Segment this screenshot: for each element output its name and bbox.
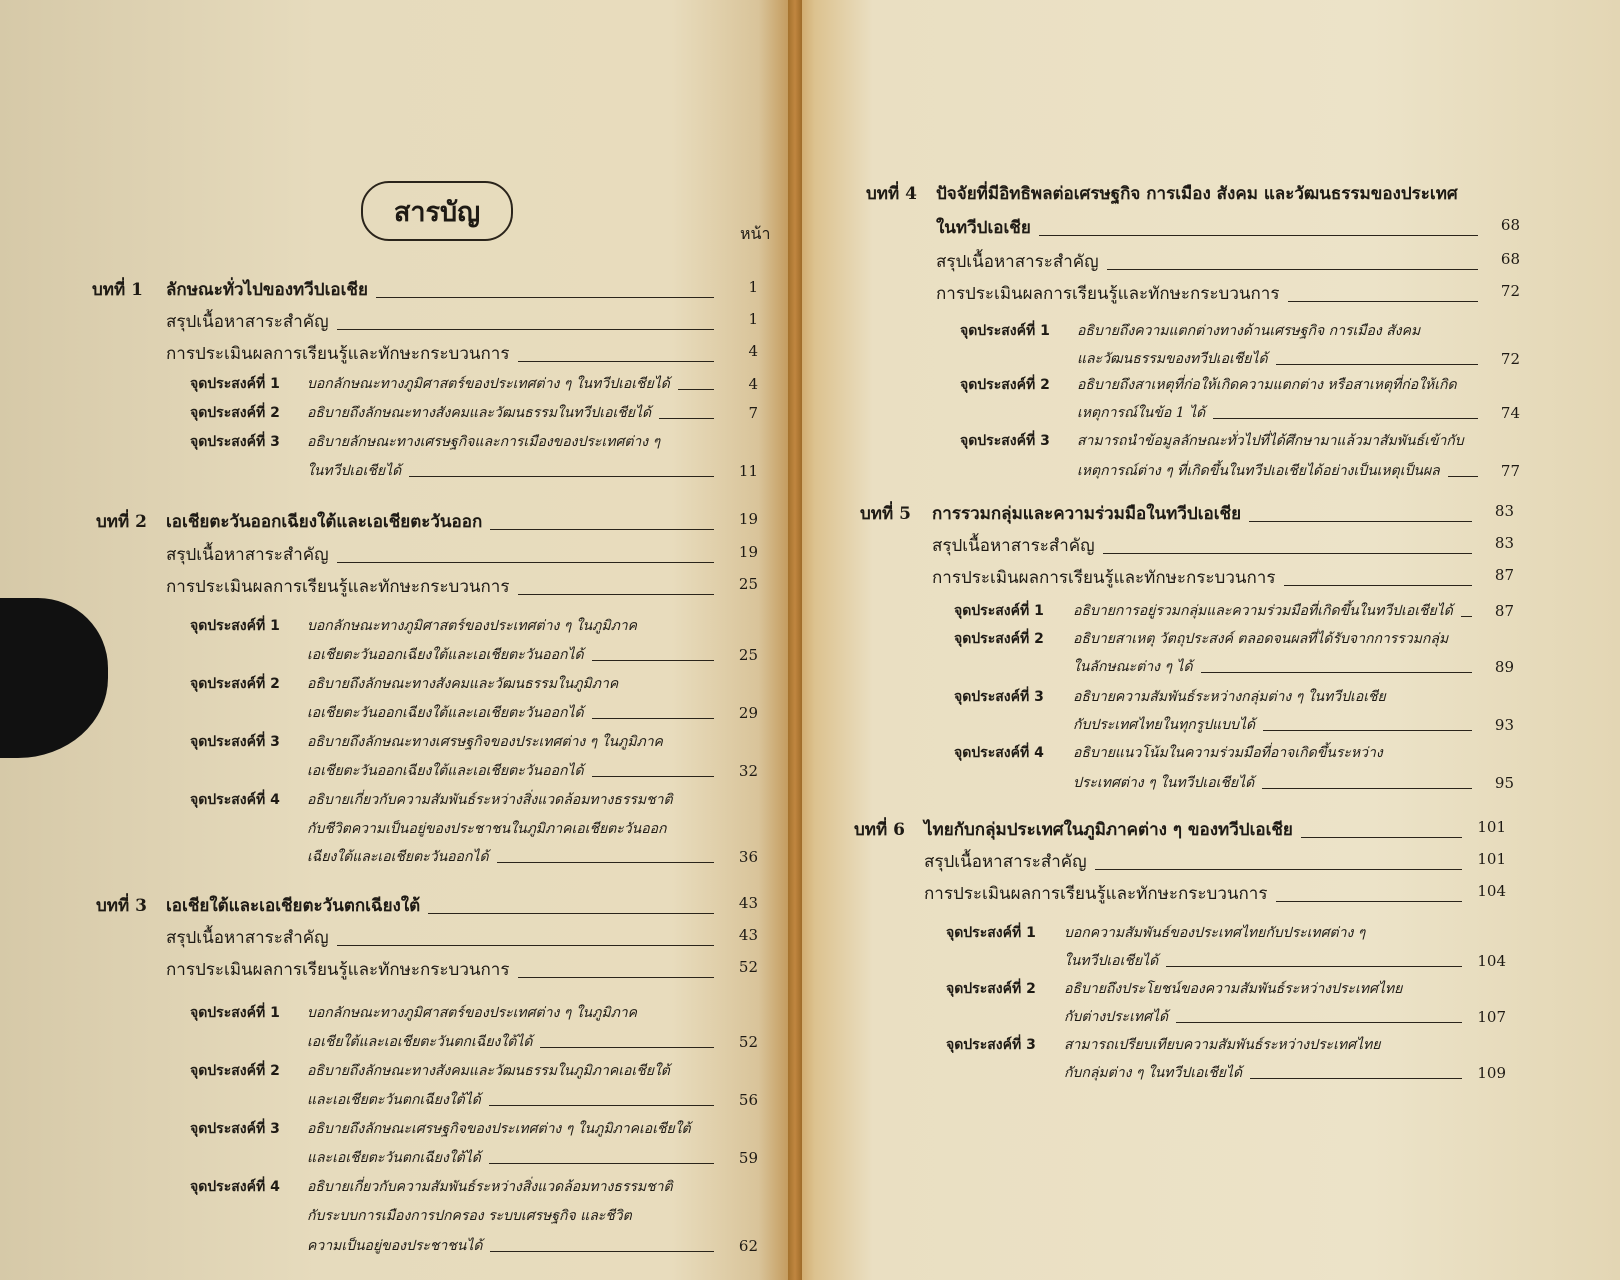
objective-text: อธิบายถึงความแตกต่างทางด้านเศรษฐกิจ การเมือง สังคม [1077, 323, 1421, 339]
dotted-leader [592, 660, 714, 661]
toc-row [960, 402, 1486, 424]
dotted-leader [1201, 672, 1472, 673]
summary-entry: สรุปเนื้อหาสาระสำคัญ [166, 312, 329, 332]
dotted-leader [1176, 1022, 1462, 1023]
toc-row [166, 340, 722, 367]
objective-text: อธิบายถึงลักษณะเศรษฐกิจของประเทศต่าง ๆ ในภูมิภาคเอเชียใต้ [307, 1121, 691, 1137]
page-number: 77 [1500, 462, 1520, 480]
dotted-leader [518, 594, 715, 595]
dotted-leader [1284, 585, 1473, 586]
toc-row [92, 276, 722, 303]
toc-row [190, 789, 722, 811]
objective-text: บอกลักษณะทางภูมิศาสตร์ของประเทศต่าง ๆ ในภูมิภาค [307, 1005, 638, 1021]
page-number: 107 [1477, 1008, 1506, 1026]
chapter-title: การรวมกลุ่มและความร่วมมือในทวีปเอเชีย [932, 504, 1242, 524]
toc-row [190, 846, 722, 868]
toc-row [190, 460, 722, 482]
toc-row [854, 816, 1470, 843]
summary-entry: สรุปเนื้อหาสาระสำคัญ [166, 928, 329, 948]
dotted-leader [1095, 869, 1462, 870]
toc-title: สารบัญ [361, 181, 513, 241]
chapter-title: ในทวีปเอเชีย [936, 218, 1031, 238]
dotted-leader [1250, 1078, 1462, 1079]
page-number: 104 [1477, 952, 1506, 970]
objective-text: กับกลุ่มต่าง ๆ ในทวีปเอเชียได้ [1064, 1065, 1243, 1081]
toc-row [866, 214, 1486, 241]
toc-row [190, 373, 722, 395]
dotted-leader [1107, 269, 1478, 270]
toc-row [166, 924, 722, 951]
assessment-entry: การประเมินผลการเรียนรู้และทักษะกระบวนการ [936, 284, 1280, 304]
page-number: 29 [738, 704, 758, 722]
page-number: 36 [738, 848, 758, 866]
objective-text: กับต่างประเทศได้ [1064, 1009, 1169, 1025]
page-number: 101 [1477, 818, 1506, 836]
toc-row [860, 500, 1480, 527]
page-number: 1 [748, 310, 758, 328]
objective-label: จุดประสงค์ที่ 1 [190, 1005, 280, 1021]
toc-row [190, 702, 722, 724]
dotted-leader [1039, 235, 1478, 236]
assessment-entry: การประเมินผลการเรียนรู้และทักษะกระบวนการ [166, 577, 510, 597]
page-number: 11 [738, 462, 758, 480]
page-number: 19 [738, 543, 758, 561]
objective-text: อธิบายถึงสาเหตุที่ก่อให้เกิดความแตกต่าง หรือสาเหตุที่ก่อให้เกิด [1077, 377, 1457, 393]
page-number: 62 [738, 1237, 758, 1255]
objective-text: และเอเชียตะวันตกเฉียงใต้ได้ [307, 1150, 481, 1166]
page-number: 25 [738, 575, 758, 593]
toc-row [166, 308, 722, 335]
page-number: 83 [1494, 534, 1514, 552]
objective-label: จุดประสงค์ที่ 1 [190, 618, 280, 634]
toc-row [190, 431, 722, 453]
dotted-leader [1249, 521, 1472, 522]
dotted-leader [490, 529, 714, 530]
dotted-leader [1103, 553, 1472, 554]
toc-row [190, 731, 722, 753]
page-number: 32 [738, 762, 758, 780]
objective-label: จุดประสงค์ที่ 2 [190, 1063, 280, 1079]
toc-row [954, 742, 1480, 764]
objective-text: อธิบายความสัมพันธ์ระหว่างกลุ่มต่าง ๆ ในทวีปเอเชีย [1073, 689, 1386, 705]
chapter-title: ไทยกับกลุ่มประเทศในภูมิภาคต่าง ๆ ของทวีปเอเชีย [924, 820, 1293, 840]
page-number: 68 [1500, 250, 1520, 268]
assessment-entry: การประเมินผลการเรียนรู้และทักษะกระบวนการ [166, 344, 510, 364]
toc-row [960, 374, 1486, 396]
chapter-title: ลักษณะทั่วไปของทวีปเอเชีย [166, 280, 368, 300]
page-number: 95 [1494, 774, 1514, 792]
toc-row [190, 1176, 722, 1198]
book-spine [788, 0, 802, 1280]
page-column-label: หน้า [740, 224, 771, 243]
toc-row [954, 600, 1480, 622]
toc-row [932, 564, 1480, 591]
dotted-leader [678, 389, 714, 390]
objective-text: ความเป็นอยู่ของประชาชนได้ [307, 1238, 483, 1254]
page-number: 7 [748, 404, 758, 422]
toc-row [166, 956, 722, 983]
objective-text: สามารถนำข้อมูลลักษณะทั่วไปที่ได้ศึกษามาแล้วมาสัมพันธ์เข้ากับ [1077, 433, 1464, 449]
objective-text: เอเชียตะวันออกเฉียงใต้และเอเชียตะวันออกได้ [307, 647, 584, 663]
chapter-title: เอเชียใต้และเอเชียตะวันตกเฉียงใต้ [166, 896, 421, 916]
objective-label: จุดประสงค์ที่ 2 [960, 377, 1050, 393]
toc-row [960, 348, 1486, 370]
objective-label: จุดประสงค์ที่ 2 [190, 405, 280, 421]
dotted-leader [337, 945, 714, 946]
page-number: 83 [1494, 502, 1514, 520]
page-number: 87 [1494, 602, 1514, 620]
toc-row [190, 760, 722, 782]
objective-text: ประเทศต่าง ๆ ในทวีปเอเชียได้ [1073, 775, 1255, 791]
objective-text: บอกลักษณะทางภูมิศาสตร์ของประเทศต่าง ๆ ในทวีปเอเชียได้ [307, 376, 670, 392]
toc-row [190, 1002, 722, 1024]
toc-row [954, 686, 1480, 708]
dotted-leader [376, 297, 714, 298]
objective-text: เอเชียตะวันออกเฉียงใต้และเอเชียตะวันออกได้ [307, 705, 584, 721]
page-number: 89 [1494, 658, 1514, 676]
dotted-leader [659, 418, 714, 419]
objective-text: และวัฒนธรรมของทวีปเอเชียได้ [1077, 351, 1268, 367]
dotted-leader [1276, 901, 1463, 902]
objective-text: เหตุการณ์ต่าง ๆ ที่เกิดขึ้นในทวีปเอเชียได้อย่างเป็นเหตุเป็นผล [1077, 463, 1440, 479]
dotted-leader [1213, 418, 1478, 419]
dotted-leader [428, 913, 714, 914]
page-number: 93 [1494, 716, 1514, 734]
page-number: 25 [738, 646, 758, 664]
toc-row [190, 673, 722, 695]
dotted-leader [337, 329, 714, 330]
dotted-leader [490, 1251, 714, 1252]
objective-text: กับชีวิตความเป็นอยู่ของประชาชนในภูมิภาคเอเชียตะวันออก [307, 821, 667, 837]
toc-row [954, 772, 1480, 794]
toc-row [190, 1205, 722, 1227]
page-number: 4 [748, 375, 758, 393]
objective-label: จุดประสงค์ที่ 1 [960, 323, 1050, 339]
chapter-label: บทที่ 6 [854, 820, 905, 840]
dotted-leader [1262, 788, 1472, 789]
toc-row [946, 1062, 1470, 1084]
toc-row [190, 1060, 722, 1082]
toc-row [946, 978, 1470, 1000]
page-number: 104 [1477, 882, 1506, 900]
dotted-leader [1448, 476, 1478, 477]
dotted-leader [337, 562, 714, 563]
chapter-label: บทที่ 5 [860, 504, 911, 524]
objective-label: จุดประสงค์ที่ 3 [954, 689, 1044, 705]
toc-row [190, 644, 722, 666]
dotted-leader [1263, 730, 1472, 731]
page-number: 74 [1500, 404, 1520, 422]
objective-text: กับระบบการเมืองการปกครอง ระบบเศรษฐกิจ และชีวิต [307, 1208, 632, 1224]
objective-label: จุดประสงค์ที่ 3 [190, 734, 280, 750]
summary-entry: สรุปเนื้อหาสาระสำคัญ [924, 852, 1087, 872]
objective-text: ในทวีปเอเชียได้ [1064, 953, 1159, 969]
page-number: 19 [738, 510, 758, 528]
chapter-label: บทที่ 3 [96, 896, 147, 916]
objective-text: อธิบายถึงลักษณะทางเศรษฐกิจของประเทศต่าง ๆ ในภูมิภาค [307, 734, 663, 750]
assessment-entry: การประเมินผลการเรียนรู้และทักษะกระบวนการ [924, 884, 1268, 904]
objective-label: จุดประสงค์ที่ 4 [190, 792, 280, 808]
chapter-label: บทที่ 4 [866, 184, 917, 204]
toc-row [166, 573, 722, 600]
toc-row [190, 1089, 722, 1111]
dotted-leader [497, 862, 714, 863]
chapter-title: ปัจจัยที่มีอิทธิพลต่อเศรษฐกิจ การเมือง สังคม และวัฒนธรรมของประเทศ [936, 184, 1458, 204]
objective-text: ในลักษณะต่าง ๆ ได้ [1073, 659, 1193, 675]
dotted-leader [518, 977, 715, 978]
toc-row [190, 402, 722, 424]
toc-row [936, 280, 1486, 307]
objective-text: อธิบายถึงประโยชน์ของความสัมพันธ์ระหว่างประเทศไทย [1064, 981, 1403, 997]
toc-row [924, 848, 1470, 875]
page-number: 43 [738, 894, 758, 912]
toc-row [190, 615, 722, 637]
toc-row [190, 1031, 722, 1053]
dotted-leader [592, 776, 714, 777]
dotted-leader [489, 1105, 714, 1106]
toc-row [954, 628, 1480, 650]
objective-label: จุดประสงค์ที่ 4 [954, 745, 1044, 761]
objective-text: อธิบายถึงลักษณะทางสังคมและวัฒนธรรมในภูมิภาคเอเชียใต้ [307, 1063, 670, 1079]
objective-text: กับประเทศไทยในทุกรูปแบบได้ [1073, 717, 1256, 733]
objective-text: อธิบายแนวโน้มในความร่วมมือที่อาจเกิดขึ้นระหว่าง [1073, 745, 1383, 761]
page-number: 109 [1477, 1064, 1506, 1082]
dotted-leader [592, 718, 714, 719]
finger-shadow [0, 598, 108, 758]
page-number: 101 [1477, 850, 1506, 868]
dotted-leader [1166, 966, 1462, 967]
toc-row [954, 656, 1480, 678]
assessment-entry: การประเมินผลการเรียนรู้และทักษะกระบวนการ [166, 960, 510, 980]
chapter-label: บทที่ 2 [96, 512, 147, 532]
toc-row [946, 950, 1470, 972]
objective-label: จุดประสงค์ที่ 2 [954, 631, 1044, 647]
toc-row [190, 1235, 722, 1257]
toc-row [936, 248, 1486, 275]
dotted-leader [409, 476, 714, 477]
dotted-leader [1276, 364, 1478, 365]
page-number: 52 [738, 958, 758, 976]
toc-row [190, 1118, 722, 1140]
objective-label: จุดประสงค์ที่ 1 [954, 603, 1044, 619]
objective-text: อธิบายสาเหตุ วัตถุประสงค์ ตลอดจนผลที่ได้รับจากการรวมกลุ่ม [1073, 631, 1449, 647]
objective-text: บอกลักษณะทางภูมิศาสตร์ของประเทศต่าง ๆ ในภูมิภาค [307, 618, 638, 634]
dotted-leader [489, 1163, 714, 1164]
objective-text: อธิบายการอยู่รวมกลุ่มและความร่วมมือที่เกิดขึ้นในทวีปเอเชียได้ [1073, 603, 1453, 619]
summary-entry: สรุปเนื้อหาสาระสำคัญ [166, 545, 329, 565]
objective-text: อธิบายเกี่ยวกับความสัมพันธ์ระหว่างสิ่งแวดล้อมทางธรรมชาติ [307, 1179, 673, 1195]
toc-row [932, 532, 1480, 559]
toc-row [924, 880, 1470, 907]
objective-text: อธิบายเกี่ยวกับความสัมพันธ์ระหว่างสิ่งแวดล้อมทางธรรมชาติ [307, 792, 673, 808]
objective-label: จุดประสงค์ที่ 4 [190, 1179, 280, 1195]
objective-label: จุดประสงค์ที่ 2 [946, 981, 1036, 997]
objective-text: บอกความสัมพันธ์ของประเทศไทยกับประเทศต่าง ๆ [1064, 925, 1366, 941]
page-number: 68 [1500, 216, 1520, 234]
objective-text: เอเชียตะวันออกเฉียงใต้และเอเชียตะวันออกได้ [307, 763, 584, 779]
page-number: 87 [1494, 566, 1514, 584]
objective-text: และเอเชียตะวันตกเฉียงใต้ได้ [307, 1092, 481, 1108]
objective-label: จุดประสงค์ที่ 2 [190, 676, 280, 692]
objective-text: อธิบายถึงลักษณะทางสังคมและวัฒนธรรมในทวีปเอเชียได้ [307, 405, 652, 421]
objective-label: จุดประสงค์ที่ 3 [190, 434, 280, 450]
objective-text: เอเชียใต้และเอเชียตะวันตกเฉียงใต้ได้ [307, 1034, 533, 1050]
dotted-leader [1288, 301, 1479, 302]
page-number: 1 [748, 278, 758, 296]
objective-text: เหตุการณ์ในข้อ 1 ได้ [1077, 405, 1206, 421]
objective-label: จุดประสงค์ที่ 1 [946, 925, 1036, 941]
toc-row [190, 818, 722, 840]
toc-row [960, 430, 1486, 452]
chapter-title: เอเชียตะวันออกเฉียงใต้และเอเชียตะวันออก [166, 512, 483, 532]
toc-row [190, 1147, 722, 1169]
objective-text: ในทวีปเอเชียได้ [307, 463, 402, 479]
toc-row [96, 508, 722, 535]
objective-text: เฉียงใต้และเอเชียตะวันออกได้ [307, 849, 489, 865]
page-number: 43 [738, 926, 758, 944]
chapter-label: บทที่ 1 [92, 280, 143, 300]
toc-row [946, 1034, 1470, 1056]
toc-row [960, 320, 1486, 342]
toc-row [96, 892, 722, 919]
toc-row [946, 922, 1470, 944]
objective-text: อธิบายลักษณะทางเศรษฐกิจและการเมืองของประเทศต่าง ๆ [307, 434, 661, 450]
objective-text: อธิบายถึงลักษณะทางสังคมและวัฒนธรรมในภูมิภาค [307, 676, 619, 692]
page-number: 52 [738, 1033, 758, 1051]
objective-label: จุดประสงค์ที่ 3 [190, 1121, 280, 1137]
objective-text: สามารถเปรียบเทียบความสัมพันธ์ระหว่างประเทศไทย [1064, 1037, 1381, 1053]
objective-label: จุดประสงค์ที่ 1 [190, 376, 280, 392]
summary-entry: สรุปเนื้อหาสาระสำคัญ [932, 536, 1095, 556]
page-number: 59 [738, 1149, 758, 1167]
toc-row [866, 180, 1486, 207]
objective-label: จุดประสงค์ที่ 3 [946, 1037, 1036, 1053]
assessment-entry: การประเมินผลการเรียนรู้และทักษะกระบวนการ [932, 568, 1276, 588]
dotted-leader [518, 361, 715, 362]
dotted-leader [540, 1047, 714, 1048]
toc-row [954, 714, 1480, 736]
page-number: 56 [738, 1091, 758, 1109]
toc-row [166, 541, 722, 568]
page-number: 4 [748, 342, 758, 360]
page-number: 72 [1500, 350, 1520, 368]
dotted-leader [1301, 837, 1462, 838]
page-number: 72 [1500, 282, 1520, 300]
objective-label: จุดประสงค์ที่ 3 [960, 433, 1050, 449]
toc-row [946, 1006, 1470, 1028]
toc-row [960, 460, 1486, 482]
dotted-leader [1461, 616, 1472, 617]
summary-entry: สรุปเนื้อหาสาระสำคัญ [936, 252, 1099, 272]
